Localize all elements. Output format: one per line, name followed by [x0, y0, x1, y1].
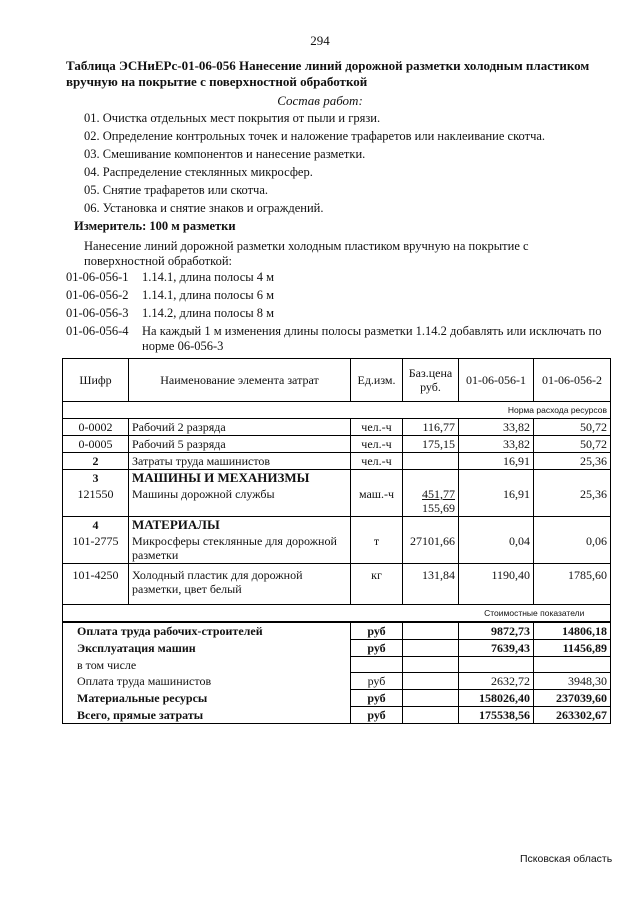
section-title: МАТЕРИАЛЫ	[129, 517, 351, 534]
cost-v2: 263302,67	[534, 707, 611, 724]
cell-v2: 25,36	[534, 453, 611, 470]
page-number: 294	[310, 33, 330, 48]
measure-unit: Измеритель: 100 м разметки	[74, 219, 236, 233]
cost-label: Стоимостные показатели	[459, 605, 611, 623]
cost-name: Всего, прямые затраты	[63, 707, 351, 724]
cell-unit: чел.-ч	[351, 419, 403, 436]
cell-name: Холодный пластик для дорожной разметки, цвет белый	[129, 564, 351, 605]
cost-unit: руб	[351, 673, 403, 690]
cost-row	[63, 640, 611, 657]
table-header-row	[63, 359, 611, 402]
works-heading: Состав работ:	[277, 93, 363, 108]
cell-v2: 50,72	[534, 419, 611, 436]
header-price: Баз.цена руб.	[403, 359, 459, 402]
table-row	[63, 436, 611, 453]
cell-name: Микросферы стеклянные для дорожной разметки	[129, 533, 351, 564]
table-row	[63, 453, 611, 470]
cell-v1: 33,82	[459, 419, 534, 436]
cost-v1: 158026,40	[459, 690, 534, 707]
variant-text: 1.14.2, длина полосы 8 м	[142, 306, 275, 320]
work-item: 02. Определение контрольных точек и наложение трафаретов или наклеивание скотча.	[84, 129, 546, 143]
cost-v1: 9872,73	[459, 622, 534, 640]
table-row	[63, 533, 611, 564]
cell-v1: 16,91	[459, 486, 534, 517]
cell-name: Рабочий 2 разряда	[129, 419, 351, 436]
work-item: 05. Снятие трафаретов или скотча.	[84, 183, 269, 197]
cell-code: 121550	[63, 486, 129, 517]
description: Нанесение линий дорожной разметки холодным пластиком вручную на покрытие с поверхностной обработкой:	[84, 239, 529, 268]
resource-table	[62, 358, 611, 724]
cell-price: 175,15	[403, 436, 459, 453]
section-code: 4	[63, 517, 129, 534]
cell-code: 2	[63, 453, 129, 470]
cell-code: 0-0005	[63, 436, 129, 453]
cell-v1: 0,04	[459, 533, 534, 564]
cost-v2: 3948,30	[534, 673, 611, 690]
cell-price: 27101,66	[403, 533, 459, 564]
section-machines-row	[63, 470, 611, 487]
cell-v2: 25,36	[534, 486, 611, 517]
work-item: 03. Смешивание компонентов и нанесение разметки.	[84, 147, 366, 161]
variant-text: 1.14.1, длина полосы 6 м	[142, 288, 275, 302]
cell-code: 101-4250	[63, 564, 129, 605]
cell-unit: т	[351, 533, 403, 564]
variant-code: 01-06-056-1	[66, 270, 129, 284]
cost-unit: руб	[351, 640, 403, 657]
cost-name: Оплата труда рабочих-строителей	[63, 622, 351, 640]
cell-price	[403, 453, 459, 470]
cell-code: 0-0002	[63, 419, 129, 436]
cost-v2: 14806,18	[534, 622, 611, 640]
price-bottom: 155,69	[422, 501, 455, 515]
cost-v1: 7639,43	[459, 640, 534, 657]
table-row	[63, 564, 611, 605]
cost-row	[63, 673, 611, 690]
cell-price: 131,84	[403, 564, 459, 605]
cost-v1: 2632,72	[459, 673, 534, 690]
cell-v2: 1785,60	[534, 564, 611, 605]
cell-v1: 1190,40	[459, 564, 534, 605]
work-item: 06. Установка и снятие знаков и ограждений.	[84, 201, 324, 215]
section-materials-row	[63, 517, 611, 534]
header-name: Наименование элемента затрат	[129, 359, 351, 402]
cost-v2: 11456,89	[534, 640, 611, 657]
variant-code: 01-06-056-3	[66, 306, 129, 320]
cost-row	[63, 657, 611, 673]
cell-v2: 50,72	[534, 436, 611, 453]
header-unit: Ед.изм.	[351, 359, 403, 402]
footer-region: Псковская область	[520, 853, 613, 865]
cell-v2: 0,06	[534, 533, 611, 564]
cell-unit: кг	[351, 564, 403, 605]
header-col2: 01-06-056-2	[534, 359, 611, 402]
variant-text: 1.14.1, длина полосы 4 м	[142, 270, 275, 284]
table-row	[63, 419, 611, 436]
variant-text: На каждый 1 м изменения длины полосы разметки 1.14.2 добавлять или исключать по норме 06-056-3	[142, 324, 602, 353]
cell-name: Затраты труда машинистов	[129, 453, 351, 470]
norm-label: Норма расхода ресурсов	[459, 402, 611, 419]
cost-unit: руб	[351, 707, 403, 724]
table-title: Таблица ЭСНиЕРс-01-06-056 Нанесение линий дорожной разметки холодным пластиком вручную на покрытие с поверхностной обработкой	[66, 58, 590, 89]
cost-v2: 237039,60	[534, 690, 611, 707]
cell-price	[403, 486, 459, 517]
work-item: 01. Очистка отдельных мест покрытия от пыли и грязи.	[84, 111, 381, 125]
cost-name: Эксплуатация машин	[63, 640, 351, 657]
cell-name: Рабочий 5 разряда	[129, 436, 351, 453]
cost-unit: руб	[351, 690, 403, 707]
cell-v1: 33,82	[459, 436, 534, 453]
cost-v1: 175538,56	[459, 707, 534, 724]
cell-price: 116,77	[403, 419, 459, 436]
cost-name: Материальные ресурсы	[63, 690, 351, 707]
variant-code: 01-06-056-2	[66, 288, 129, 302]
cell-name: Машины дорожной службы	[129, 486, 351, 517]
section-code: 3	[63, 470, 129, 487]
norm-label-row	[63, 402, 611, 419]
cell-unit: чел.-ч	[351, 453, 403, 470]
cost-row	[63, 622, 611, 640]
cell-unit: чел.-ч	[351, 436, 403, 453]
cell-unit: маш.-ч	[351, 486, 403, 517]
table-row	[63, 486, 611, 517]
cost-row	[63, 707, 611, 724]
cell-code: 101-2775	[63, 533, 129, 564]
cost-unit: руб	[351, 622, 403, 640]
cost-row	[63, 690, 611, 707]
header-code: Шифр	[63, 359, 129, 402]
cost-label-row	[63, 605, 611, 623]
cost-name: Оплата труда машинистов	[63, 673, 351, 690]
cost-name: в том числе	[63, 657, 351, 673]
price-top: 451,77	[422, 487, 455, 501]
cell-v1: 16,91	[459, 453, 534, 470]
variant-code: 01-06-056-4	[66, 324, 129, 338]
work-item: 04. Распределение стеклянных микросфер.	[84, 165, 313, 179]
header-col1: 01-06-056-1	[459, 359, 534, 402]
section-title: МАШИНЫ И МЕХАНИЗМЫ	[129, 470, 351, 487]
